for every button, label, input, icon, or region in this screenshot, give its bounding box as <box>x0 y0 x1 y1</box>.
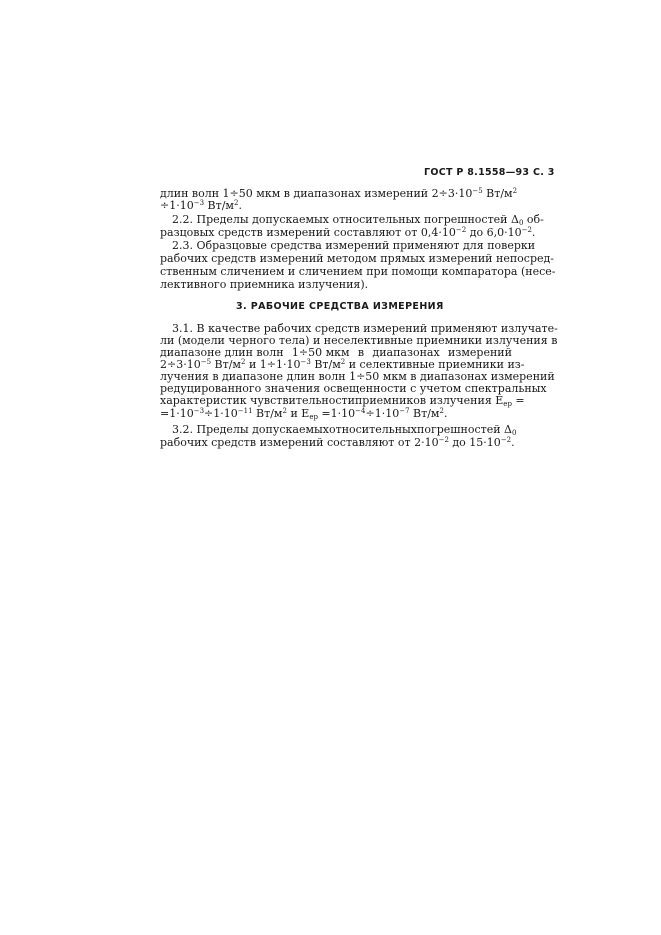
text-span: Вт/м <box>482 187 513 200</box>
exponent: −3 <box>300 358 311 366</box>
paragraph-3-1-line-6: редуцированного значения освещенности с учетом спектральных <box>160 382 547 395</box>
text-span: до 15·10 <box>448 436 501 449</box>
paragraph-2-3-line-4: лективного приемника излучения). <box>160 278 369 291</box>
text-span: = <box>511 394 525 407</box>
exponent: −5 <box>472 187 483 195</box>
paragraph-3-1-line-2: ли (модели черного тела) и неселективные приемники излучения в <box>160 334 558 347</box>
text-span: об- <box>523 213 544 226</box>
text-span: 3.2. Пределы допускаемых <box>172 423 329 436</box>
text-span: измерений <box>448 346 512 359</box>
text-span-group <box>417 424 516 436</box>
exponent: 2 <box>233 199 239 207</box>
text-span: в <box>357 346 365 359</box>
exponent: 2 <box>512 187 518 195</box>
exponent: 2 <box>340 358 346 366</box>
text-span: Вт/м <box>409 407 440 420</box>
paragraph-3-2-line-2 <box>160 437 515 449</box>
section-heading: 3. РАБОЧИЕ СРЕДСТВА ИЗМЕРЕНИЯ <box>236 301 444 312</box>
exponent: −2 <box>521 226 532 234</box>
text-span: ÷1·10 <box>365 407 400 420</box>
paragraph-2-3-line-1: 2.3. Образцовые средства измерений применяют для поверки <box>172 239 536 252</box>
exponent: 2 <box>282 407 287 415</box>
subscript: 0 <box>512 429 517 437</box>
text-span: ÷1·10 <box>204 407 238 420</box>
exponent: −4 <box>355 407 366 415</box>
text-span: до 6,0·10 <box>466 226 522 239</box>
text-span: характеристик чувствительности <box>160 394 355 407</box>
text-span: и 1÷1·10 <box>245 358 301 371</box>
text-span: разцовых средств измерений составляют от 0,4·10 <box>160 226 456 239</box>
paragraph-2-2-line-1 <box>172 214 544 226</box>
exponent: 2 <box>439 407 444 415</box>
paragraph-3-1-line-8 <box>160 408 447 420</box>
text-line <box>160 200 242 212</box>
text-span: . <box>511 436 515 449</box>
text-span: Вт/м <box>204 199 234 212</box>
text-span: . <box>531 226 536 239</box>
exponent: −3 <box>193 407 205 415</box>
text-span: Вт/м <box>211 358 241 371</box>
exponent: −2 <box>438 436 449 444</box>
paragraph-3-1-line-1: 3.1. В качестве рабочих средств измерений применяют излучате- <box>172 322 558 335</box>
text-span: . <box>238 199 242 212</box>
text-span: относительных <box>328 423 418 436</box>
exponent: −3 <box>193 199 205 207</box>
text-span: длин волн 1÷50 мкм в диапазонах измерений 2÷3·10 <box>160 187 473 200</box>
paragraph-3-1-line-5: лучения в диапазоне длин волн 1÷50 мкм в диапазонах измерений <box>160 370 555 383</box>
paragraph-3-2-line-1 <box>172 423 517 437</box>
text-span: погрешностей Δ <box>417 423 512 436</box>
subscript: eр <box>503 400 512 408</box>
text-span: ÷1·10 <box>160 199 194 212</box>
paragraph-2-3-line-3: ственным сличением и сличением при помощи компаратора (несе- <box>160 265 556 278</box>
text-span: 2.2. Пределы допускаемых относительных погрешностей Δ <box>172 213 519 226</box>
paragraph-2-2-line-2 <box>160 227 535 239</box>
text-span: 1÷50 мкм <box>291 346 350 359</box>
text-span: приемников излучения E <box>354 394 504 407</box>
exponent: −5 <box>200 358 212 366</box>
page-header: ГОСТ Р 8.1558—93 С. 3 <box>424 167 555 178</box>
text-span: Вт/м <box>252 407 283 420</box>
exponent: −2 <box>455 226 467 234</box>
exponent: −11 <box>237 407 253 415</box>
text-span: и E <box>286 407 310 420</box>
text-span: диапазонах <box>372 346 440 359</box>
text-span: и селективные приемники из- <box>345 358 525 371</box>
text-span: рабочих средств измерений составляют от 2·10 <box>160 436 439 449</box>
text-span: =1·10 <box>317 407 356 420</box>
paragraph-3-1-line-7 <box>160 394 525 408</box>
exponent: −7 <box>399 407 410 415</box>
exponent: −2 <box>500 436 512 444</box>
subscript: 0 <box>518 219 524 227</box>
text-span: диапазоне длин волн <box>160 346 284 359</box>
text-span-group <box>355 395 525 407</box>
text-span: Вт/м <box>310 358 341 371</box>
text-span: =1·10 <box>160 407 194 420</box>
exponent: 2 <box>240 358 246 366</box>
text-span: 2÷3·10 <box>160 358 201 371</box>
paragraph-2-3-line-2: рабочих средств измерений методом прямых измерений непосред- <box>160 252 554 265</box>
subscript: eр <box>309 413 318 421</box>
text-span: . <box>443 407 448 420</box>
